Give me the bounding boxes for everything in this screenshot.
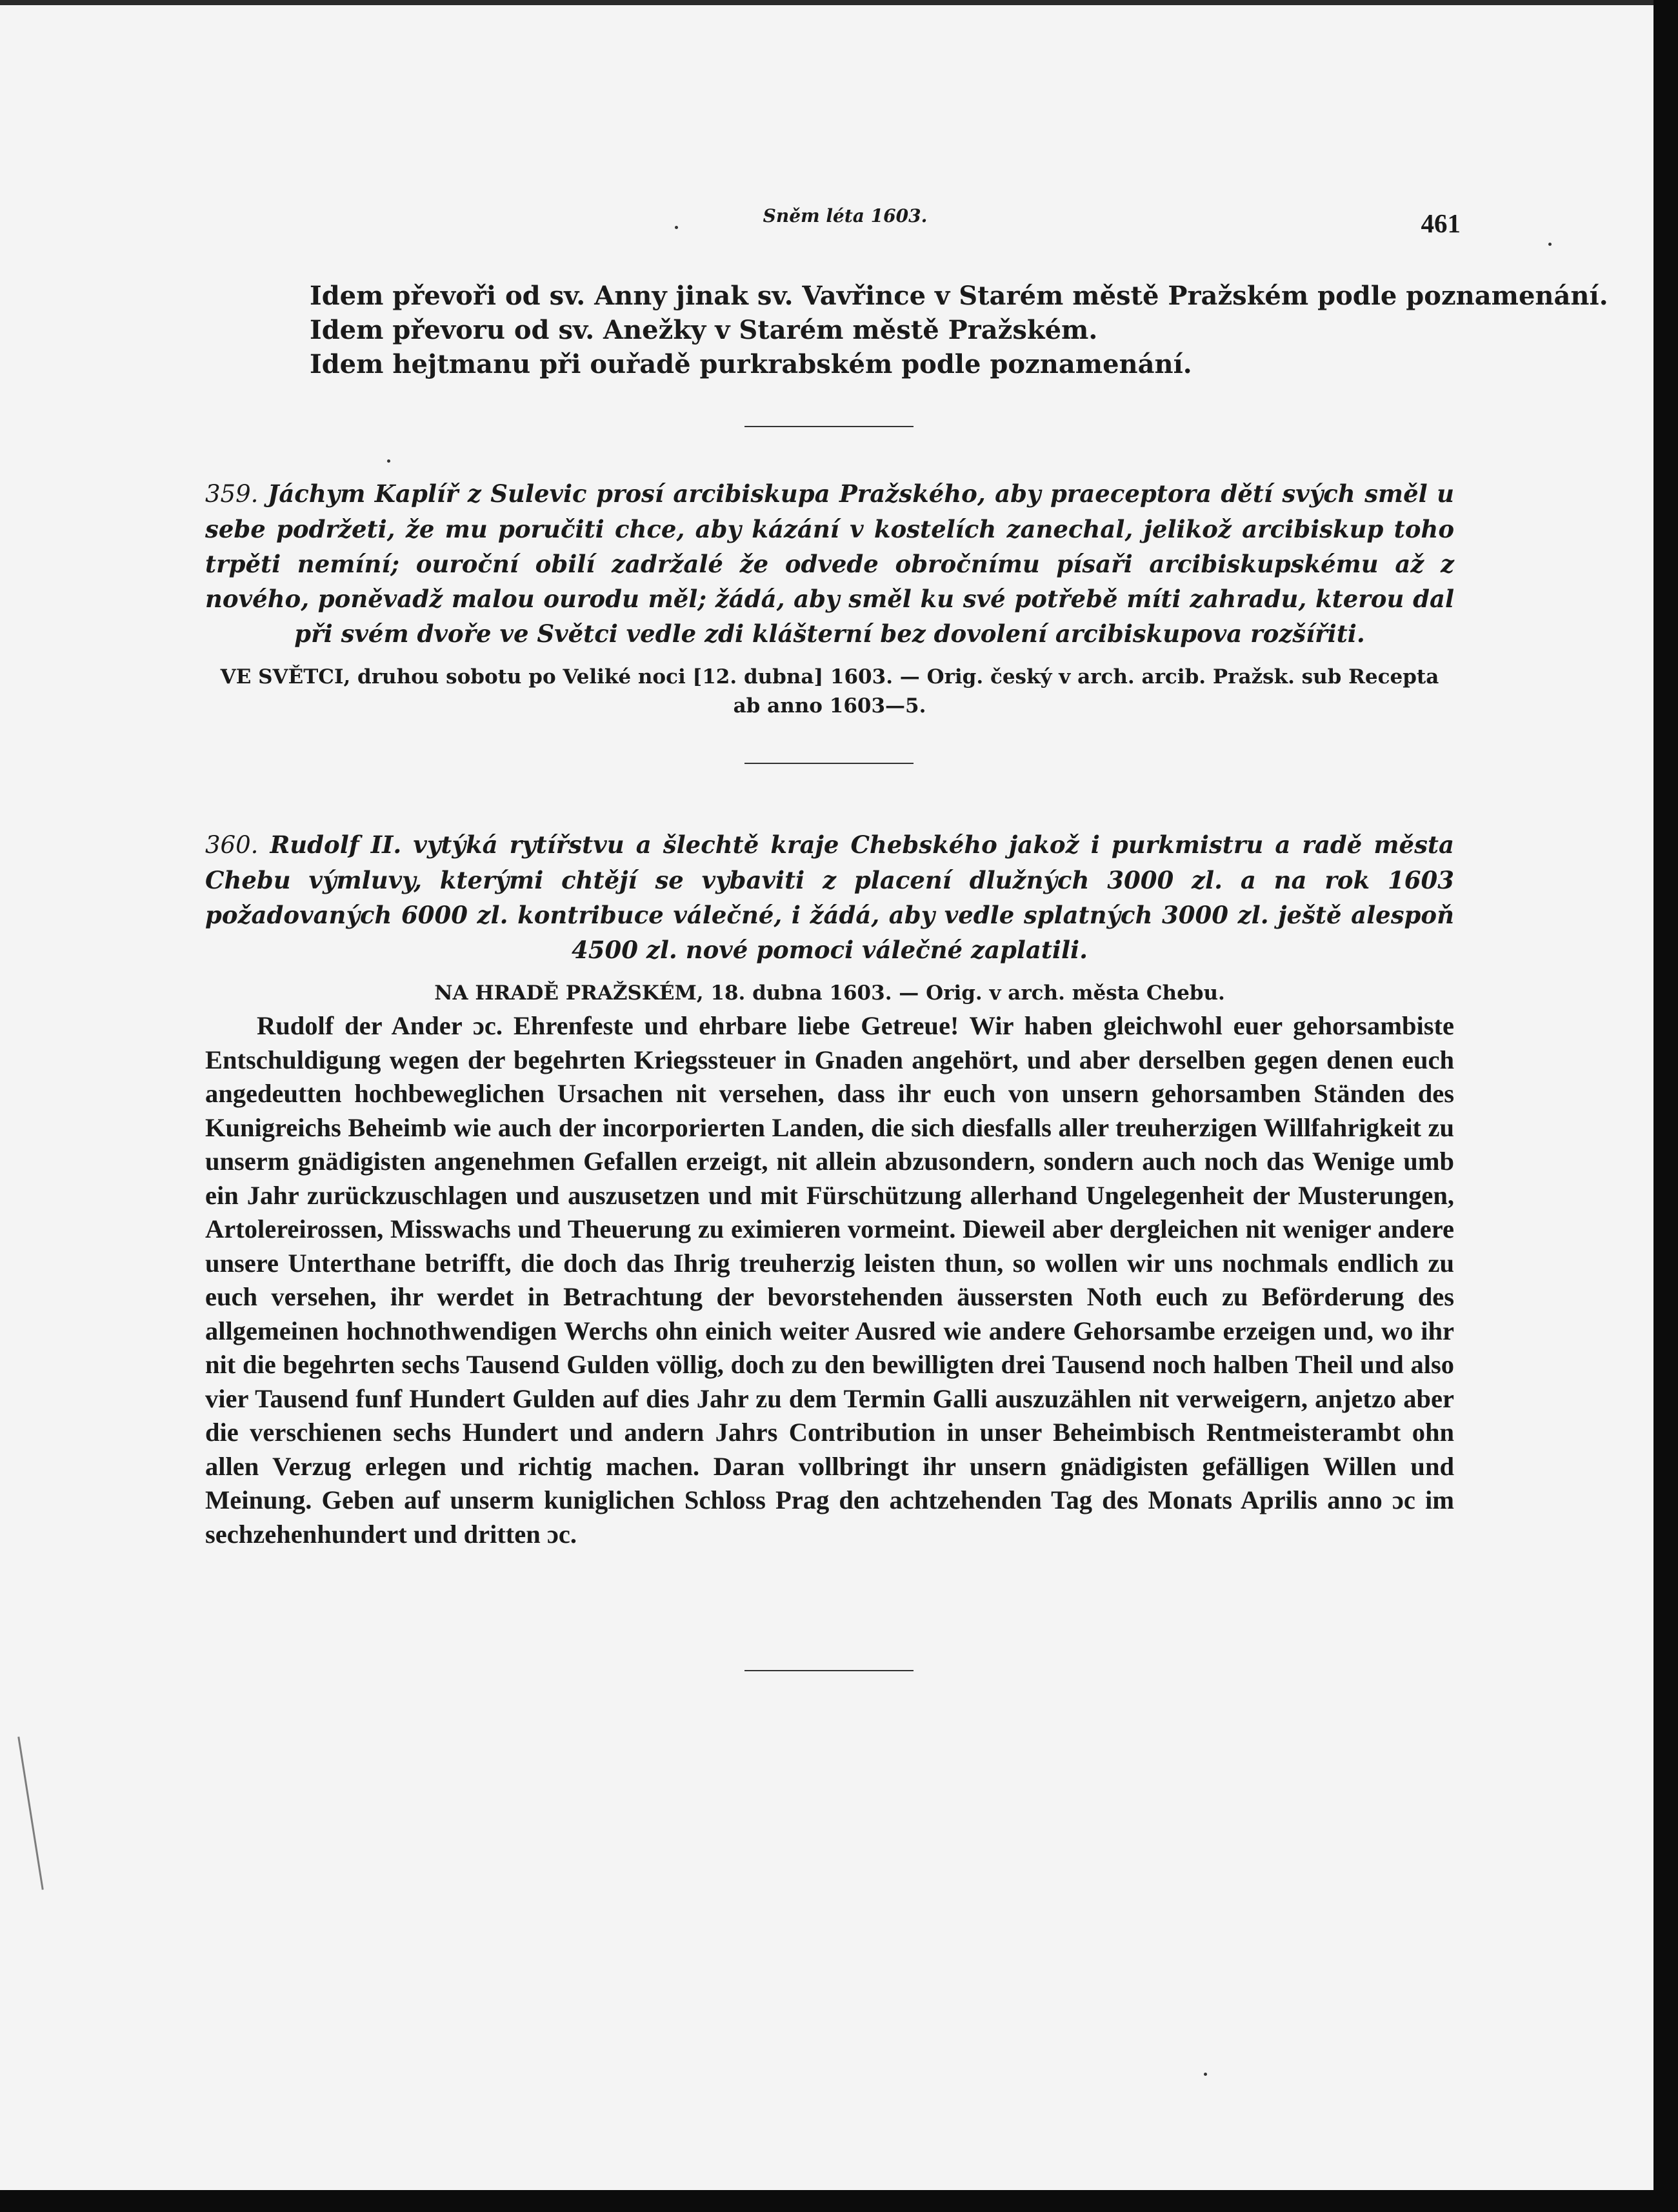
scan-speck — [1548, 243, 1552, 246]
regest-text: Rudolf II. vytýká rytířstvu a šlechtě kraje Chebského jakož i purkmistru a radě města Chebu výmluvy, kterými chtějí se vybaviti z placení dlužných 3000 zl. a na rok 1603 požadovaných 6000 zl. kontribuce válečné, i žádá, aby vedle splatných 3000 zl. ještě alespoň 4500 zl. nové pomoci válečné zaplatili. — [205, 830, 1454, 964]
scan-speck — [1204, 2073, 1207, 2076]
scan-right-edge — [1653, 0, 1678, 2212]
document-entry-360 — [205, 827, 1454, 1008]
regest-text: Jáchym Kaplíř z Sulevic prosí arcibiskupa Pražského, aby praeceptora dětí svých směl u sebe podržeti, že mu poručiti chce, aby kázání v kostelích zanechal, jelikož arcibiskup toho trpěti nemíní; ouroční obilí zadržalé že odvede obročnímu písaři arcibiskupskému až z nového, poněvadž malou ourodu měl; žádá, aby směl ku své potřebě míti zahradu, kterou dal při svém dvoře ve Světci vedle zdi klášterní bez dovolení arcibiskupova rozšířiti. — [205, 479, 1454, 648]
entry-source: NA HRADĚ PRAŽSKÉM, 18. dubna 1603. — Orig. v arch. města Chebu. — [434, 981, 1225, 1005]
running-head: Sněm léta 1603. — [763, 205, 928, 226]
text-line: Idem převoři od sv. Anny jinak sv. Vavřince v Starém městě Pražském podle poznamenání. — [310, 281, 1608, 311]
entry-regest — [205, 827, 1454, 967]
document-entry-359 — [205, 476, 1454, 721]
scan-bottom-edge — [0, 2190, 1678, 2212]
text-line: Idem hejtmanu při ouřadě purkrabském podle poznamenání. — [310, 349, 1192, 379]
scan-speck — [387, 459, 390, 463]
entry-number: 359. — [205, 480, 259, 508]
section-divider — [744, 1670, 914, 1671]
section-divider — [744, 763, 914, 764]
scan-scratch-mark — [17, 1736, 44, 1890]
scan-top-edge — [0, 0, 1678, 5]
page-number: 461 — [1421, 208, 1461, 238]
opening-lines — [310, 279, 1608, 381]
text-line: Idem převoru od sv. Anežky v Starém městě Pražském. — [310, 315, 1098, 345]
entry-regest — [205, 476, 1454, 651]
entry-source: VE SVĚTCI, druhou sobotu po Veliké noci [12. dubna] 1603. — Orig. český v arch. arcib. Pražsk. sub Recepta ab anno 1603—5. — [220, 665, 1439, 718]
section-divider — [744, 426, 914, 427]
letter-text: Rudolf der Ander ɔc. Ehrenfeste und ehrbare liebe Getreue! Wir haben gleichwohl euer gehorsambiste Entschuldigung wegen der begehrten Kriegssteuer in Gnaden angehört, und aber derselben gegen denen euch angedeutten hochbeweglichen Ursachen nit versehen, dass ihr euch von unsern gehorsamben Ständen des Kunigreichs Beheimb wie auch der incorporierten Landen, die sich diesfalls aller treuherzigen Willfahrigkeit zu unserm gnädigisten angenehmen Gefallen erzeigt, nit allein abzusondern, sondern auch noch das Wenige umb ein Jahr zurückzuschlagen und auszusetzen und mit Fürschützung allerhand Ungelegenheit der Musterungen, Artolereirossen, Misswachs und Theuerung zu eximieren vormeint. Dieweil aber dergleichen nit weniger andere unsere Unterthane betrifft, die doch das Ihrig treuherzig leisten thun, so wollen wir uns nochmals endlich zu euch versehen, ihr werdet in Betrachtung der bevorstehenden äussersten Noth euch zu Beförderung des allgemeinen hochnothwendigen Werchs ohn einich weiter Ausred wie andere Gehorsambe erzeigen und, wo ihr nit die begehrten sechs Tausend Gulden völlig, doch zu den bewilligten drei Tausend noch halben Theil und also vier Tausend funf Hundert Gulden auf dies Jahr zu dem Termin Galli auszuzählen nit verweigern, anjetzo aber die verschienen sechs Hundert und andern Jahrs Contribution in unser Beheimbisch Rentmeisterambt ohn allen Verzug erlegen und richtig machen. Daran vollbringt ihr unsern gnädigisten gefälligen Willen und Meinung. Geben auf unserm kuniglichen Schloss Prag den achtzehenden Tag des Monats Aprilis anno ɔc im sechzehenhundert und dritten ɔc. — [205, 1011, 1454, 1549]
entry-number: 360. — [205, 831, 259, 859]
